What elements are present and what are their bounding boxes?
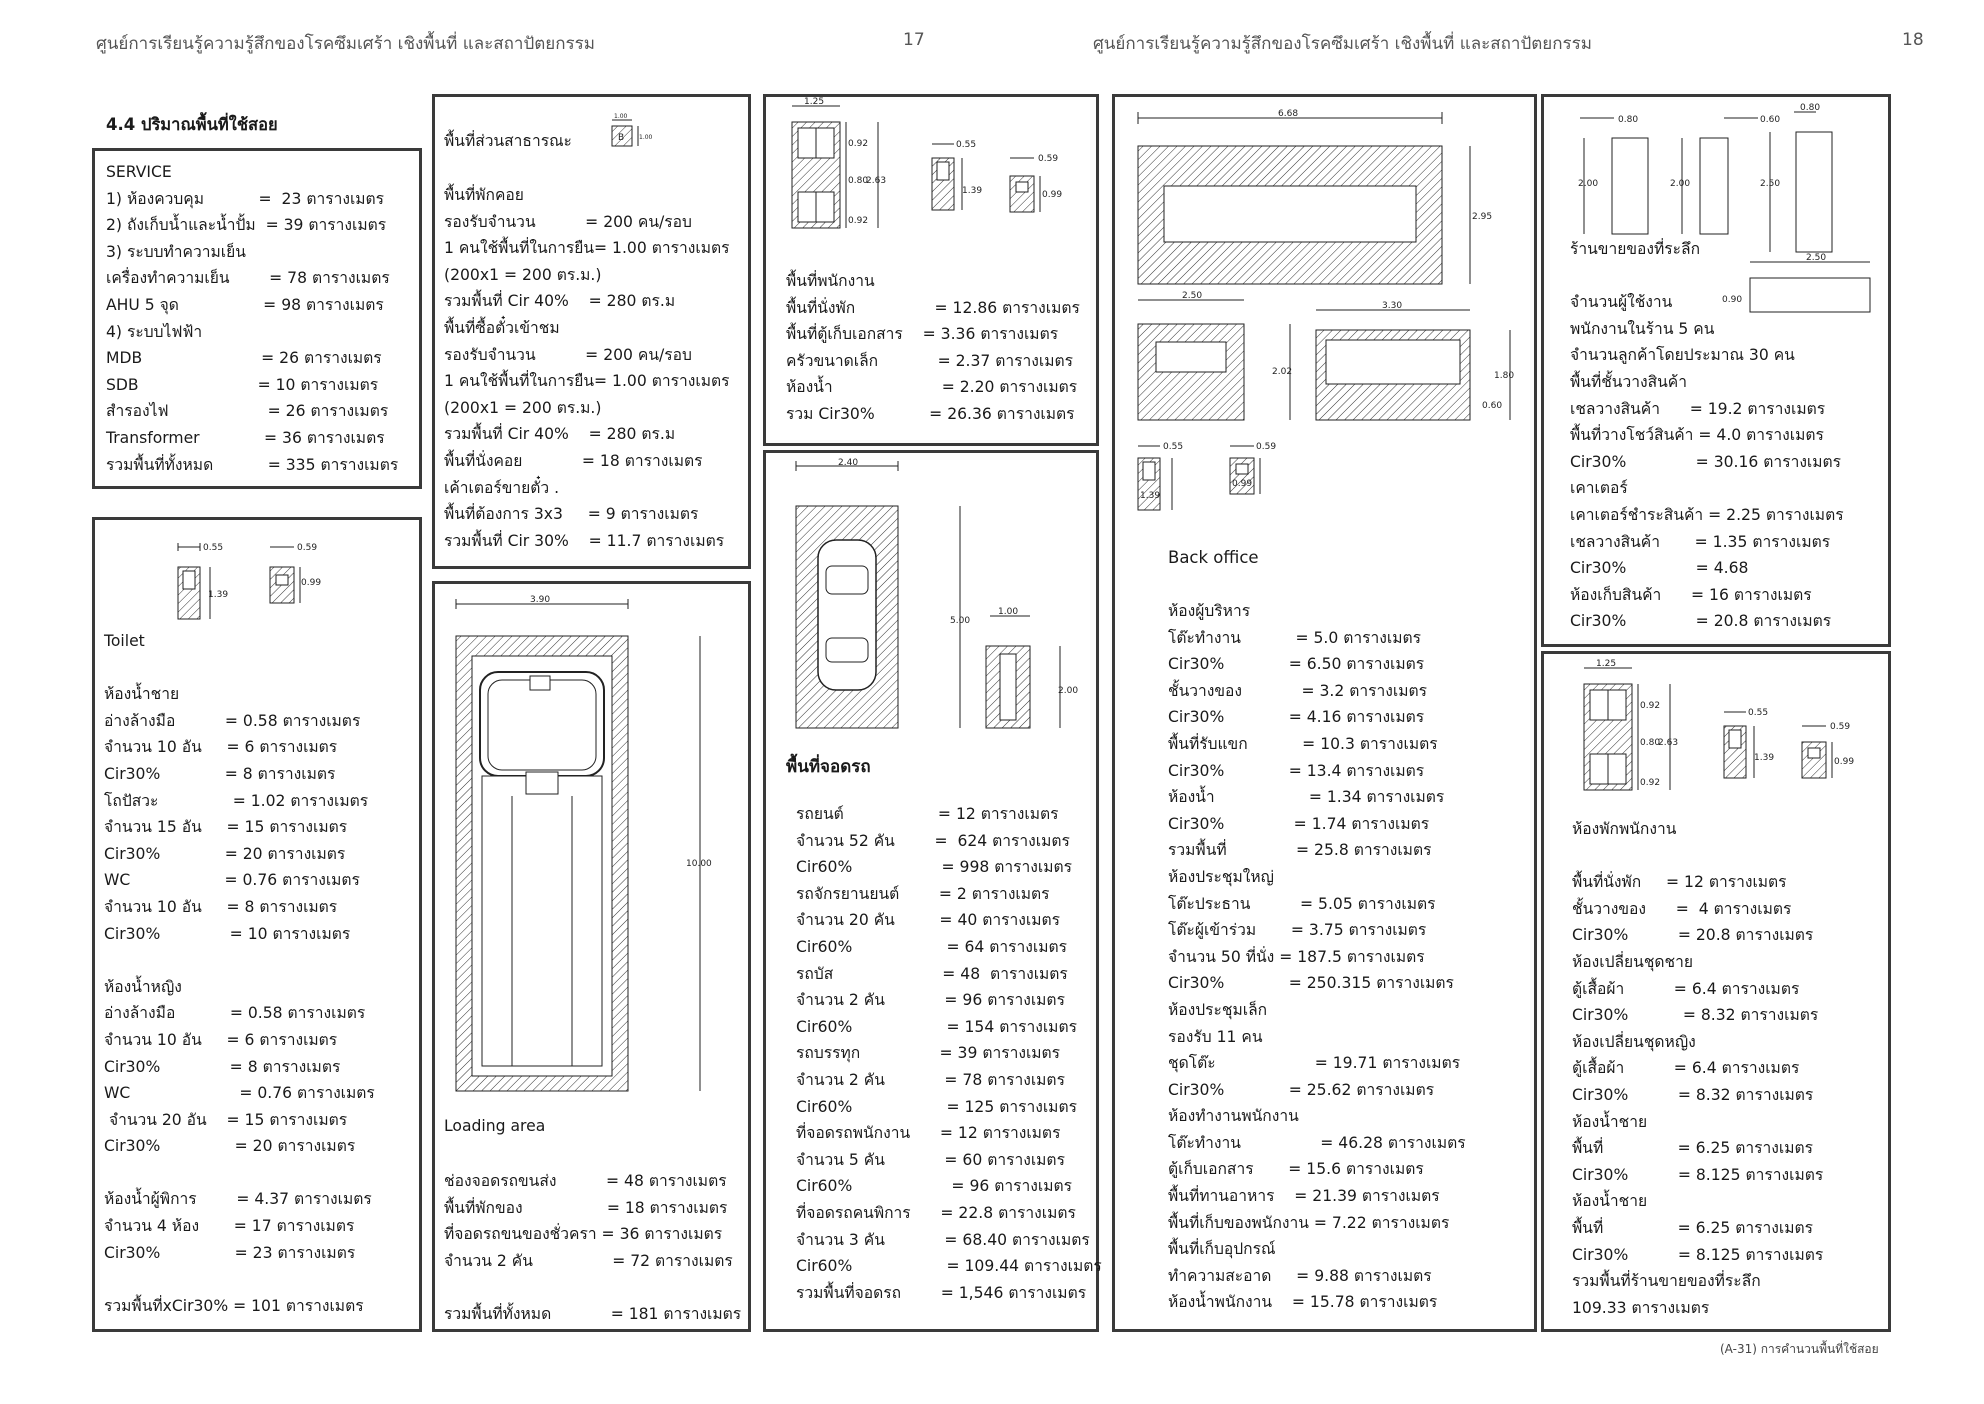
staff-dim-w2: 0.55 — [956, 140, 977, 150]
office-dim-h5: 1.39 — [1140, 491, 1161, 501]
text-line: ที่จอดรถคนพิการ = 22.8 ตารางเมตร — [796, 1203, 1076, 1222]
text-line: ช่องจอดรถขนส่ง = 48 ตารางเมตร — [444, 1172, 727, 1190]
text-line: รวมพื้นที่ = 25.8 ตารางเมตร — [1168, 841, 1432, 860]
staff-dim-b: 0.80 — [848, 176, 869, 186]
text-line: พื้นที่ต้องการ 3x3 = 9 ตารางเมตร — [444, 505, 699, 524]
text-line: Cir30% = 20 ตารางเมตร — [104, 844, 346, 863]
text-line: ห้องน้ำ = 2.20 ตารางเมตร — [786, 378, 1078, 397]
shop-dim-h1: 2.00 — [1578, 179, 1599, 189]
office-dim-w5: 0.55 — [1163, 442, 1184, 452]
office-dim-h: 2.95 — [1472, 212, 1493, 222]
public-lines — [444, 182, 729, 554]
text-line: Transformer = 36 ตารางเมตร — [106, 428, 385, 447]
text-line: WC = 0.76 ตารางเมตร — [104, 871, 360, 890]
staff-dim-h: 2.63 — [866, 176, 887, 186]
staff-drawing — [788, 98, 1088, 238]
text-line: 1 คนใช้พื้นที่ในการยืน= 1.00 ตารางเมตร — [444, 372, 730, 391]
rest-dim-a: 0.92 — [1640, 701, 1661, 711]
text-line: Cir30% = 25.62 ตารางเมตร — [1168, 1080, 1435, 1099]
rest-dim-h: 2.63 — [1658, 738, 1679, 748]
text-line: รวมพื้นที่ร้านขายของที่ระลึก — [1572, 1272, 1761, 1291]
text-line: ห้องน้ำชาย — [104, 685, 180, 704]
parking-heading: พื้นที่จอดรถ — [786, 757, 871, 777]
office-dim-w6: 0.59 — [1256, 442, 1277, 452]
text-line: Cir30% = 8 ตารางเมตร — [104, 764, 336, 783]
text-line: ห้องน้ำ = 1.34 ตารางเมตร — [1168, 788, 1445, 807]
text-line — [1572, 843, 1823, 870]
office-dim-h2: 2.02 — [1272, 367, 1293, 377]
shop-lines — [1570, 236, 1844, 635]
staff-dim-w3: 0.59 — [1038, 154, 1059, 164]
header-right-title: ศูนย์การเรียนรู้ความรู้สึกของโรคซึมเศร้า เชิงพื้นที่ และสถาปัตยกรรม — [1093, 34, 1593, 54]
text-line: ห้องผู้บริหาร — [1168, 602, 1251, 620]
text-line: รวมพื้นที่ Cir 40% = 280 ตร.ม — [444, 425, 676, 444]
office-heading: Back office — [1168, 548, 1259, 567]
text-line: จำนวน 2 คัน = 78 ตารางเมตร — [796, 1070, 1065, 1089]
public-title: พื้นที่ส่วนสาธารณะ — [444, 132, 572, 150]
text-line: รวม Cir30% = 26.36 ตารางเมตร — [786, 404, 1075, 423]
text-line: ตู้เสื้อผ้า = 6.4 ตารางเมตร — [1572, 979, 1800, 998]
text-line: รถบัส = 48 ตารางเมตร — [796, 964, 1068, 983]
text-line: Cir30% = 30.16 ตารางเมตร — [1570, 452, 1842, 471]
staff-dim-c: 0.92 — [848, 216, 869, 226]
text-line: รวมพื้นที่ Cir 30% = 11.7 ตารางเมตร — [444, 531, 725, 550]
text-line: โต๊ะผู้เข้าร่วม = 3.75 ตารางเมตร — [1168, 921, 1427, 940]
text-line: Cir60% = 64 ตารางเมตร — [796, 937, 1068, 956]
public-dim-c: B — [618, 133, 625, 143]
text-line: พื้นที่ทานอาหาร = 21.39 ตารางเมตร — [1168, 1187, 1440, 1206]
text-line: ทำความสะอาด = 9.88 ตารางเมตร — [1168, 1266, 1432, 1285]
shop-dim-w4: 0.80 — [1800, 103, 1821, 113]
loading-lines — [444, 1168, 741, 1328]
text-line: จำนวน 4 ห้อง = 17 ตารางเมตร — [104, 1217, 355, 1236]
text-line: Cir30% = 6.50 ตารางเมตร — [1168, 655, 1425, 674]
text-line: พื้นที่นั่งคอย = 18 ตารางเมตร — [444, 451, 703, 470]
text-line: สำรองไฟ = 26 ตารางเมตร — [106, 402, 389, 421]
text-line: Cir60% = 125 ตารางเมตร — [796, 1097, 1077, 1116]
rest-dim-c: 0.92 — [1640, 778, 1661, 788]
text-line: Cir30% = 20.8 ตารางเมตร — [1572, 926, 1814, 945]
text-line: ห้องน้ำชาย — [1572, 1192, 1648, 1211]
rest-dim-w3: 0.59 — [1830, 722, 1851, 732]
rest-dim-h3: 0.99 — [1834, 757, 1855, 767]
text-line: โถปัสวะ = 1.02 ตารางเมตร — [104, 791, 369, 810]
text-line: รวมพื้นที่ทั้งหมด = 181 ตารางเมตร — [444, 1304, 742, 1323]
text-line: จำนวน 50 ที่นั่ง = 187.5 ตารางเมตร — [1168, 947, 1425, 966]
text-line: ห้องประชุมเล็ก — [1168, 1000, 1268, 1019]
text-line: จำนวน 10 อัน = 8 ตารางเมตร — [104, 897, 338, 916]
text-line: ห้องประชุมใหญ่ — [1168, 867, 1274, 886]
shop-dim-w1: 0.80 — [1618, 115, 1639, 125]
toilet-dim-h1: 1.39 — [208, 590, 229, 600]
parking-dim-h: 5.00 — [950, 616, 971, 626]
service-lines — [106, 159, 398, 478]
text-line: ห้องพักพนักงาน — [1572, 820, 1677, 838]
text-line: ร้านขายของที่ระลึก — [1570, 240, 1701, 258]
loading-dim-w: 3.90 — [530, 595, 551, 605]
loading-label: Loading area — [444, 1117, 546, 1135]
public-dim-a: 1.00 — [614, 113, 628, 120]
text-line: ครัวขนาดเล็ก = 2.37 ตารางเมตร — [786, 351, 1074, 370]
text-line: จำนวน 10 อัน = 6 ตารางเมตร — [104, 1030, 338, 1049]
text-line: Cir30% = 4.16 ตารางเมตร — [1168, 708, 1425, 727]
toilet-dim-w2: 0.59 — [297, 543, 318, 553]
staff-dim-a: 0.92 — [848, 139, 869, 149]
text-line: จำนวน 20 อัน = 15 ตารางเมตร — [104, 1110, 348, 1129]
text-line: Cir30% = 8.32 ตารางเมตร — [1572, 1085, 1814, 1104]
text-line: รองรับจำนวน = 200 คน/รอบ — [444, 345, 692, 364]
text-line: จำนวน 2 คัน = 72 ตารางเมตร — [444, 1251, 733, 1270]
text-line: เคาเตอร์ชำระสินค้า = 2.25 ตารางเมตร — [1570, 505, 1844, 524]
text-line: พื้นที่พักของ = 18 ตารางเมตร — [444, 1198, 728, 1217]
text-line: ชุดโต๊ะ = 19.71 ตารางเมตร — [1168, 1054, 1461, 1073]
text-line — [1570, 263, 1844, 290]
loading-truck-drawing — [450, 596, 710, 1096]
text-line — [444, 1274, 741, 1301]
text-line: พนักงานในร้าน 5 คน — [1570, 319, 1715, 338]
rest-dim-w2: 0.55 — [1748, 708, 1769, 718]
rest-dim-w: 1.25 — [1596, 659, 1617, 669]
text-line: ห้องเปลี่ยนชุดชาย — [1572, 952, 1694, 971]
text-line: พื้นที่นั่งพัก = 12.86 ตารางเมตร — [786, 298, 1080, 317]
text-line: ห้องน้ำผู้พิการ = 4.37 ตารางเมตร — [104, 1190, 372, 1209]
text-line: รวมพื้นที่จอดรถ = 1,546 ตารางเมตร — [796, 1283, 1087, 1302]
text-line: เชลวางสินค้า = 1.35 ตารางเมตร — [1570, 532, 1831, 551]
text-line: เค้าเตอร์ขายตั๋ว . — [444, 478, 560, 497]
text-line: พื้นที่วางโชว์สินค้า = 4.0 ตารางเมตร — [1570, 426, 1824, 445]
text-line: จำนวน 2 คัน = 96 ตารางเมตร — [796, 991, 1065, 1010]
rest-dim-b: 0.80 — [1640, 738, 1661, 748]
text-line: Cir30% = 1.74 ตารางเมตร — [1168, 814, 1430, 833]
text-line: จำนวน 10 อัน = 6 ตารางเมตร — [104, 738, 338, 757]
text-line: ห้องน้ำพนักงาน = 15.78 ตารางเมตร — [1168, 1293, 1438, 1312]
office-dim-h4: 0.60 — [1482, 401, 1503, 411]
rest-dim-h2: 1.39 — [1754, 753, 1775, 763]
text-line: Cir30% = 20.8 ตารางเมตร — [1570, 612, 1832, 631]
text-line: 2) ถังเก็บน้ำและน้ำปั้ม = 39 ตารางเมตร — [106, 216, 387, 235]
text-line: Cir60% = 154 ตารางเมตร — [796, 1017, 1077, 1036]
office-dim-w: 6.68 — [1278, 109, 1299, 119]
text-line: พื้นที่ซื้อตั๋วเข้าชม — [444, 318, 560, 337]
text-line: รถยนต์ = 12 ตารางเมตร — [796, 805, 1059, 823]
footer-caption: (A-31) การคำนวนพื้นที่ใช้สอย — [1720, 1342, 1879, 1356]
parking-lines — [796, 801, 1102, 1306]
staff-lines — [786, 268, 1080, 428]
text-line: 1) ห้องควบคุม = 23 ตารางเมตร — [106, 189, 385, 208]
text-line: Cir30% = 8.125 ตารางเมตร — [1572, 1165, 1824, 1184]
text-line: โต๊ะทำงาน = 46.28 ตารางเมตร — [1168, 1133, 1466, 1152]
text-line: พื้นที่ตู้เก็บเอกสาร = 3.36 ตารางเมตร — [786, 325, 1059, 344]
text-line: 4) ระบบไฟฟ้า — [106, 322, 203, 341]
text-line: ชั้นวางของ = 4 ตารางเมตร — [1572, 899, 1792, 918]
text-line: รองรับ 11 คน — [1168, 1027, 1263, 1046]
toilet-dim-h2: 0.99 — [301, 578, 322, 588]
text-line — [104, 1266, 375, 1293]
text-line: (200x1 = 200 ตร.ม.) — [444, 398, 602, 417]
text-line: SDB = 10 ตารางเมตร — [106, 375, 379, 394]
text-line: จำนวนลูกค้าโดยประมาณ 30 คน — [1570, 346, 1795, 365]
public-dim-b: 1.00 — [639, 134, 653, 141]
text-line: ห้องน้ำชาย — [1572, 1112, 1648, 1131]
text-line: 3) ระบบทำความเย็น — [106, 242, 246, 261]
staff-dim-h2: 1.39 — [962, 186, 983, 196]
text-line: (200x1 = 200 ตร.ม.) — [444, 265, 602, 284]
text-line: พื้นที่พนักงาน — [786, 272, 875, 290]
text-line: จำนวน 3 คัน = 68.40 ตารางเมตร — [796, 1230, 1090, 1249]
header-left-page: 17 — [903, 30, 925, 50]
text-line: Cir60% = 96 ตารางเมตร — [796, 1177, 1072, 1196]
shop-dim-h5: 0.90 — [1722, 295, 1743, 305]
text-line: พื้นที่พักคอย — [444, 186, 524, 204]
text-line: จำนวน 15 อัน = 15 ตารางเมตร — [104, 818, 348, 837]
text-line: Cir30% = 10 ตารางเมตร — [104, 924, 351, 943]
text-line: ตู้เก็บเอกสาร = 15.6 ตารางเมตร — [1168, 1160, 1424, 1179]
text-line: พื้นที่รับแขก = 10.3 ตารางเมตร — [1168, 734, 1438, 753]
rest-lines — [1572, 816, 1823, 1321]
text-line: พื้นที่ = 6.25 ตารางเมตร — [1572, 1139, 1814, 1158]
header-right-page: 18 — [1902, 30, 1924, 50]
text-line: เชลวางสินค้า = 19.2 ตารางเมตร — [1570, 399, 1826, 418]
text-line: 1 คนใช้พื้นที่ในการยืน= 1.00 ตารางเมตร — [444, 239, 730, 258]
parking-dim-w: 2.40 — [838, 458, 859, 468]
header-left-title: ศูนย์การเรียนรู้ความรู้สึกของโรคซึมเศร้า เชิงพื้นที่ และสถาปัตยกรรม — [96, 34, 596, 54]
staff-dim-h3: 0.99 — [1042, 190, 1063, 200]
toilet-fixtures-drawing — [170, 535, 320, 625]
staff-dim-w: 1.25 — [804, 97, 825, 107]
text-line: โต๊ะประธาน = 5.05 ตารางเมตร — [1168, 894, 1436, 913]
text-line: Cir30% = 23 ตารางเมตร — [104, 1243, 356, 1262]
text-line: รวมพื้นที่xCir30% = 101 ตารางเมตร — [104, 1296, 364, 1315]
text-line: 109.33 ตารางเมตร — [1572, 1298, 1710, 1317]
shop-dim-w5: 2.50 — [1806, 253, 1827, 263]
text-line: Cir30% = 20 ตารางเมตร — [104, 1137, 356, 1156]
text-line: ห้องน้ำหญิง — [104, 977, 182, 996]
text-line: ห้องเปลี่ยนชุดหญิง — [1572, 1032, 1696, 1051]
office-drawing — [1130, 108, 1530, 528]
parking-dim-mw: 1.00 — [998, 607, 1019, 617]
text-line: เคาเตอร์ — [1570, 479, 1628, 498]
text-line — [104, 1160, 375, 1187]
text-line: รถจักรยานยนต์ = 2 ตารางเมตร — [796, 884, 1050, 903]
loading-dim-h: 10.00 — [686, 859, 712, 869]
text-line: Cir30% = 13.4 ตารางเมตร — [1168, 761, 1425, 780]
text-line: Cir60% = 998 ตารางเมตร — [796, 858, 1072, 877]
text-line: ห้องทำงานพนักงาน — [1168, 1107, 1299, 1126]
text-line: พื้นที่เก็บของพนักงาน = 7.22 ตารางเมตร — [1168, 1213, 1450, 1232]
text-line: รวมพื้นที่ทั้งหมด = 335 ตารางเมตร — [106, 455, 399, 474]
text-line: Toilet — [104, 632, 145, 650]
text-line: Cir30% = 250.315 ตารางเมตร — [1168, 974, 1454, 993]
office-lines — [1168, 598, 1466, 1316]
shop-dim-h4: 2.50 — [1760, 179, 1781, 189]
text-line: AHU 5 จุด = 98 ตารางเมตร — [106, 295, 384, 314]
text-line: โต๊ะทำงาน = 5.0 ตารางเมตร — [1168, 628, 1421, 647]
text-line: ตู้เสื้อผ้า = 6.4 ตารางเมตร — [1572, 1059, 1800, 1078]
parking-dim-mh: 2.00 — [1058, 686, 1079, 696]
text-line: อ่างล้างมือ = 0.58 ตารางเมตร — [104, 711, 361, 730]
text-line — [104, 655, 375, 682]
text-line — [104, 947, 375, 974]
public-dim-drawing — [606, 112, 666, 162]
text-line: รถบรรทุก = 39 ตารางเมตร — [796, 1044, 1061, 1063]
text-line: Cir60% = 109.44 ตารางเมตร — [796, 1257, 1102, 1276]
office-dim-h6: 0.99 — [1232, 479, 1253, 489]
text-line: รองรับจำนวน = 200 คน/รอบ — [444, 212, 692, 231]
section-title: 4.4 ปริมาณพื้นที่ใช้สอย — [106, 115, 278, 134]
text-line: MDB = 26 ตารางเมตร — [106, 349, 382, 368]
text-line: ห้องเก็บสินค้า = 16 ตารางเมตร — [1570, 585, 1812, 604]
office-dim-h3: 1.80 — [1494, 371, 1515, 381]
text-line: ที่จอดรถขนของชั่วครา = 36 ตารางเมตร — [444, 1225, 723, 1244]
office-dim-w2: 2.50 — [1182, 291, 1203, 301]
text-line: จำนวน 20 คัน = 40 ตารางเมตร — [796, 911, 1060, 930]
text-line: พื้นที่นั่งพัก = 12 ตารางเมตร — [1572, 873, 1787, 892]
rest-drawing — [1580, 660, 1880, 800]
text-line: Cir30% = 8 ตารางเมตร — [104, 1057, 341, 1076]
text-line: รวมพื้นที่ Cir 40% = 280 ตร.ม — [444, 292, 676, 311]
text-line: พื้นที่เก็บอุปกรณ์ — [1168, 1240, 1276, 1259]
text-line: เครื่องทำความเย็น = 78 ตารางเมตร — [106, 269, 390, 288]
text-line: WC = 0.76 ตารางเมตร — [104, 1084, 375, 1103]
text-line: Cir30% = 8.125 ตารางเมตร — [1572, 1245, 1824, 1264]
text-line: จำนวนผู้ใช้งาน — [1570, 293, 1673, 312]
text-line: ที่จอดรถพนักงาน = 12 ตารางเมตร — [796, 1124, 1061, 1143]
office-dim-w3: 3.30 — [1382, 301, 1403, 311]
text-line: จำนวน 52 คัน = 624 ตารางเมตร — [796, 831, 1070, 850]
toilet-lines — [104, 628, 375, 1319]
shop-dim-h2: 2.00 — [1670, 179, 1691, 189]
text-line: Cir30% = 8.32 ตารางเมตร — [1572, 1006, 1819, 1025]
text-line: อ่างล้างมือ = 0.58 ตารางเมตร — [104, 1004, 366, 1023]
text-line: Cir30% = 4.68 — [1570, 559, 1749, 578]
text-line: ชั้นวางของ = 3.2 ตารางเมตร — [1168, 681, 1428, 700]
parking-drawing — [790, 456, 1090, 741]
toilet-dim-w1: 0.55 — [203, 543, 224, 553]
text-line: จำนวน 5 คัน = 60 ตารางเมตร — [796, 1150, 1065, 1169]
shop-dim-w3: 0.60 — [1760, 115, 1781, 125]
text-line: SERVICE — [106, 163, 172, 181]
text-line: พื้นที่ชั้นวางสินค้า — [1570, 372, 1687, 391]
text-line: พื้นที่ = 6.25 ตารางเมตร — [1572, 1218, 1814, 1237]
